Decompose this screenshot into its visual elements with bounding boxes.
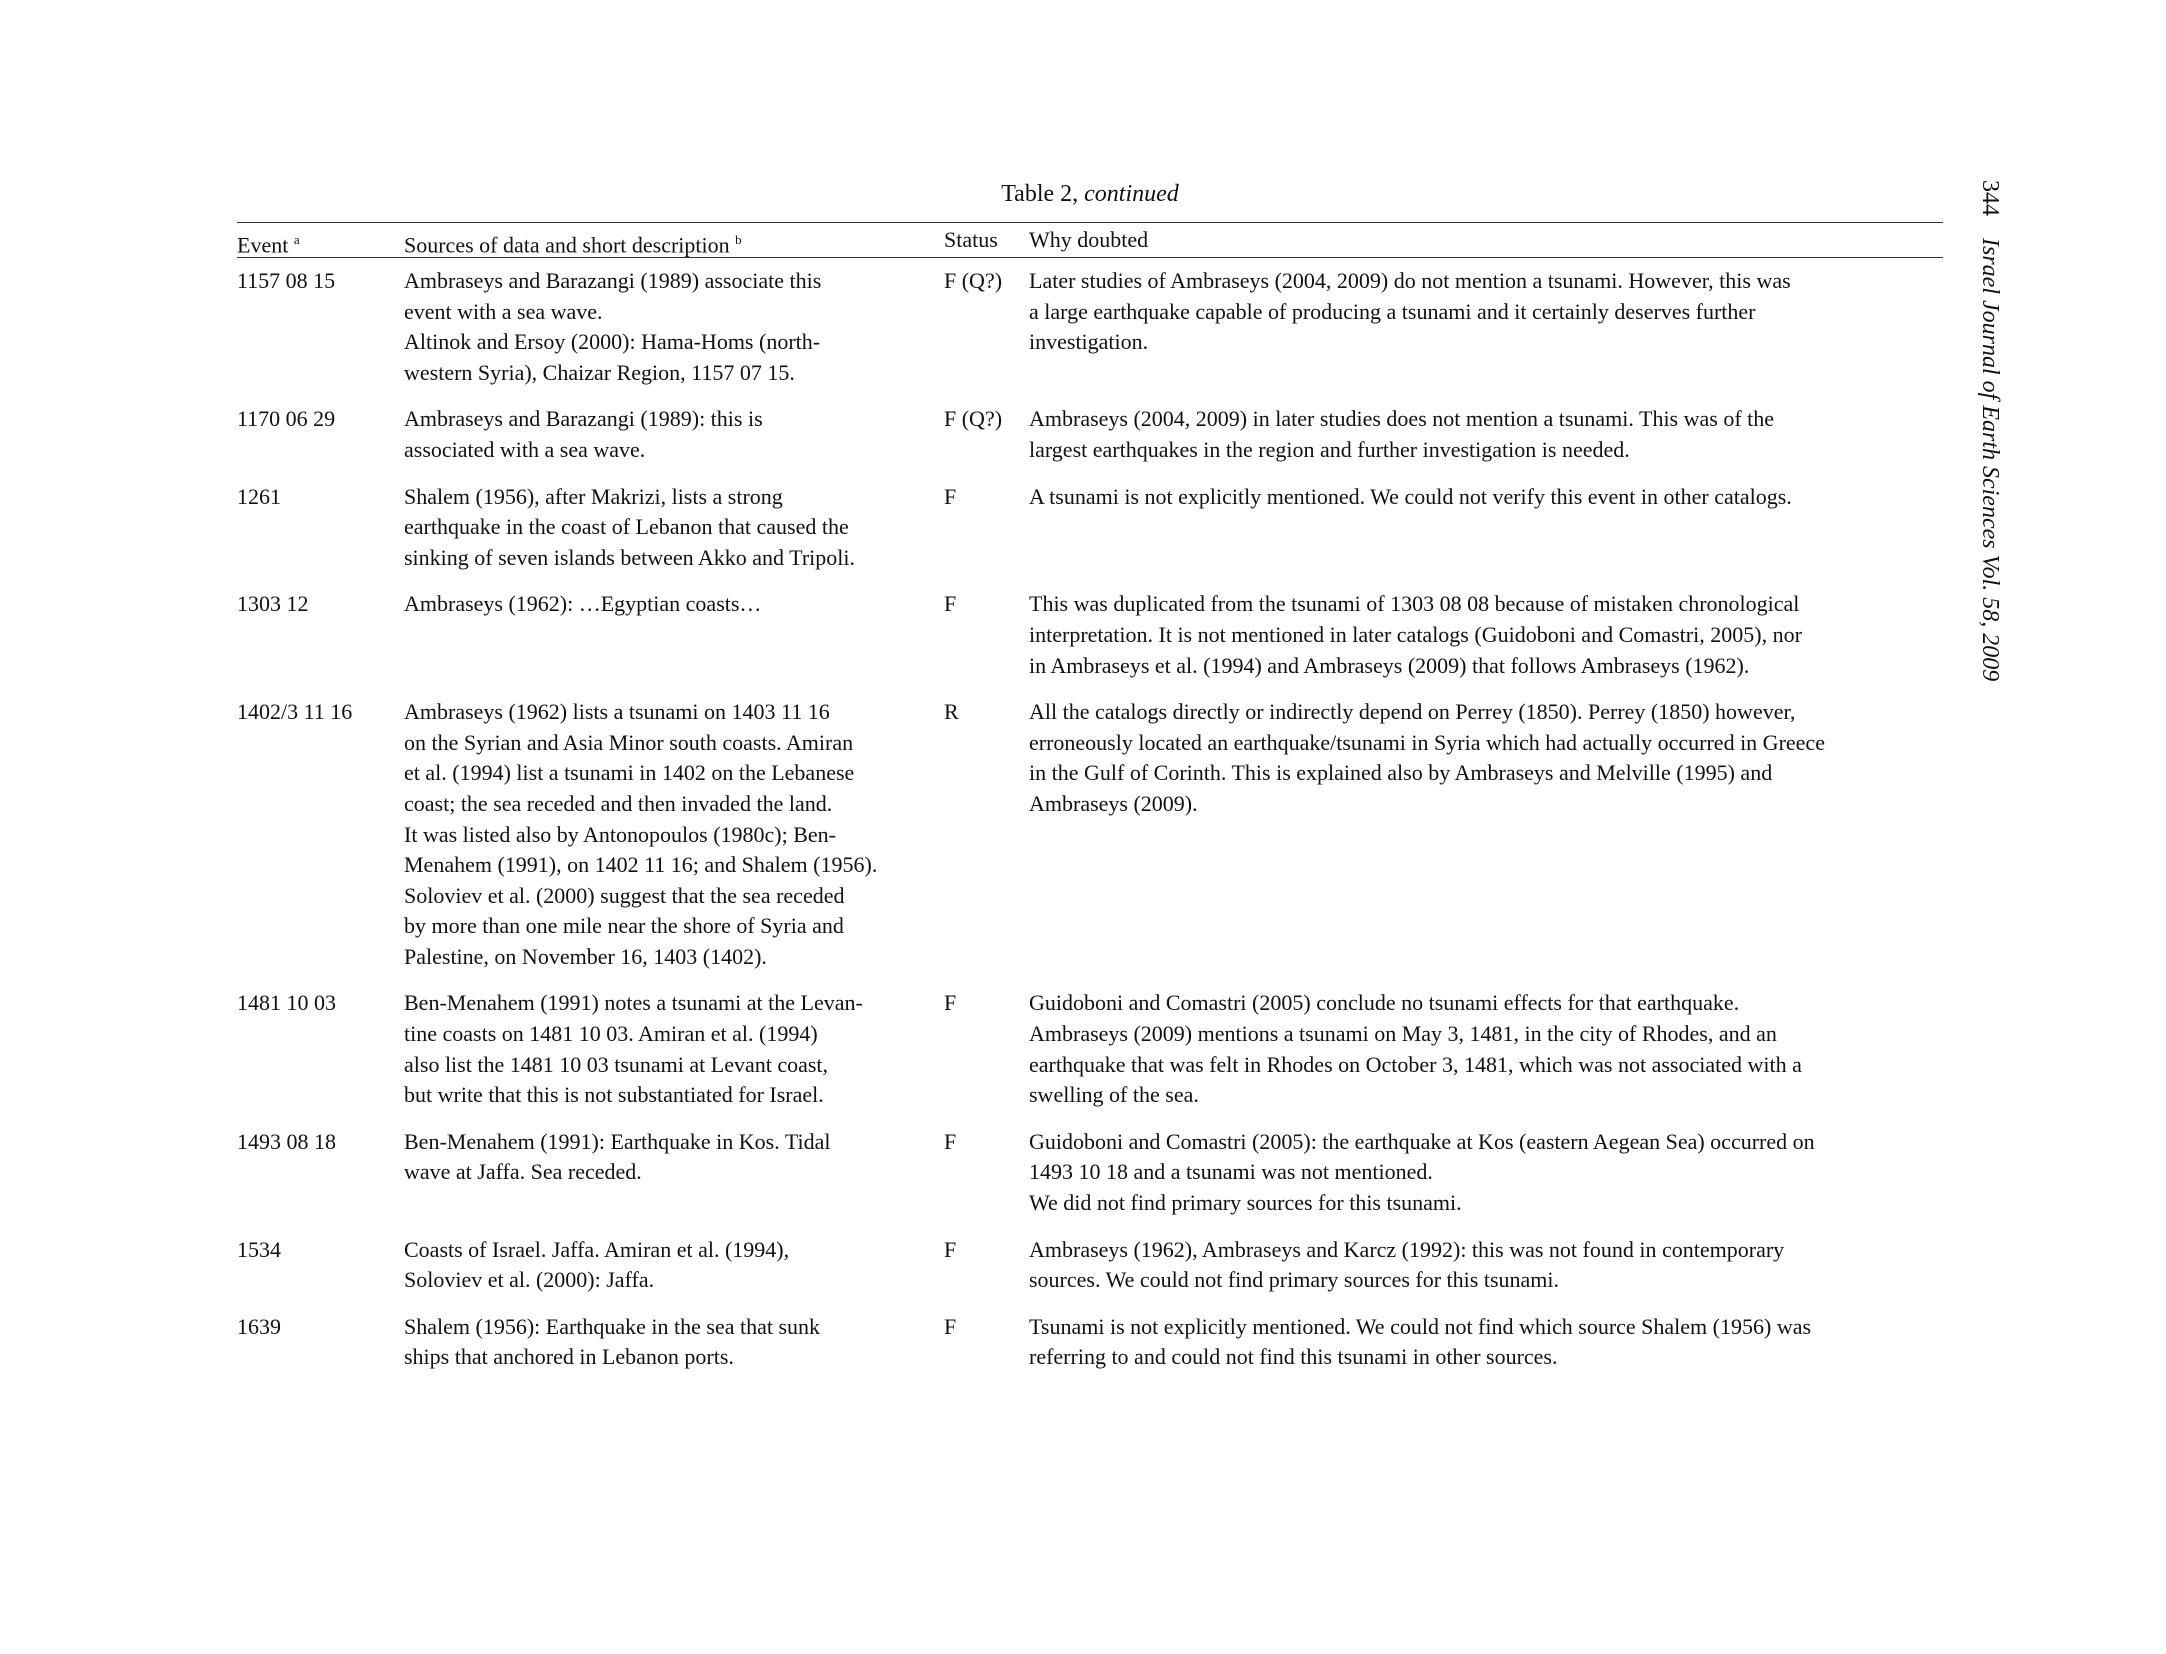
event-cell: 1481 10 03 xyxy=(237,990,336,1016)
why-doubted-cell: Guidoboni and Comastri (2005): the earthquake at Kos (eastern Aegean Sea) occurred on 1493 10 18 and a tsunami was not mentioned. We did not find primary sources for this tsunami. xyxy=(1029,1128,1815,1216)
table-row xyxy=(237,697,1943,972)
journal-title: Israel Journal of Earth Sciences Vol. 58, 2009 xyxy=(1977,238,2003,682)
why-doubted-cell: Later studies of Ambraseys (2004, 2009) do not mention a tsunami. However, this was a large earthquake capable of producing a tsunami and it certainly deserves further investigation. xyxy=(1029,268,1791,355)
table-header-row xyxy=(237,225,1943,258)
why-doubted-cell: Guidoboni and Comastri (2005) conclude no tsunami effects for that earthquake. Ambraseys (2009) mentions a tsunami on May 3, 1481, in the city of Rhodes, and an earthquake that was felt in Rhodes on October 3, 1481, which was not associated with a swelling of the sea. xyxy=(1029,990,1802,1108)
table-row xyxy=(237,988,1943,1110)
header-status: Status xyxy=(944,227,998,252)
sources-cell: Ambraseys and Barazangi (1989): this is associated with a sea wave. xyxy=(404,406,763,462)
page-number: 344 xyxy=(1977,180,2003,216)
sources-cell: Ambraseys (1962) lists a tsunami on 1403 11 16 on the Syrian and Asia Minor south coasts. Amiran et al. (1994) list a tsunami in 1402 on the Lebanese coast; the sea receded and then invaded the land. It was listed also by Antonopoulos (1980c); Ben- Menahem (1991), on 1402 11 16; and Shalem (1956). Soloviev et al. (2000) suggest that the sea receded by more than one mile near the shore of Syria and Palestine, on November 16, 1403 (1402). xyxy=(404,699,878,969)
table-row xyxy=(237,1235,1943,1296)
status-cell: R xyxy=(944,699,959,725)
header-event xyxy=(237,225,300,260)
sources-cell: Shalem (1956), after Makrizi, lists a strong earthquake in the coast of Lebanon that caused the sinking of seven islands between Akko and Tripoli. xyxy=(404,483,855,570)
header-sources-label: Sources of data and short description xyxy=(404,232,730,258)
running-head xyxy=(1970,180,2010,720)
status-cell: F (Q?) xyxy=(944,406,1003,432)
status-cell: F xyxy=(944,1128,957,1154)
event-cell: 1170 06 29 xyxy=(237,406,336,432)
header-why-doubted: Why doubted xyxy=(1029,227,1149,252)
caption-label: Table 2, xyxy=(1001,181,1085,207)
sources-cell: Ambraseys (1962): …Egyptian coasts… xyxy=(404,591,762,617)
table-header-rule xyxy=(237,257,1943,258)
why-doubted-cell: All the catalogs directly or indirectly depend on Perrey (1850). Perrey (1850) however, erroneously located an earthquake/tsunami in Syria which had actually occurred in Greece in the Gulf of Corinth. This is explained also by Ambraseys and Melville (1995) and Ambraseys (2009). xyxy=(1029,699,1825,816)
caption-continued: continued xyxy=(1084,181,1179,207)
header-event-label: Event xyxy=(237,232,289,258)
sources-cell: Ben-Menahem (1991) notes a tsunami at the Levan- tine coasts on 1481 10 03. Amiran et al. (1994) also list the 1481 10 03 tsunami at Levant coast, but write that this is not substantiated for Israel. xyxy=(404,990,863,1108)
event-cell: 1493 08 18 xyxy=(237,1128,336,1154)
table-body xyxy=(237,266,1943,1389)
event-cell: 1303 12 xyxy=(237,591,309,617)
table-row xyxy=(237,482,1943,574)
sources-cell: Shalem (1956): Earthquake in the sea that sunk ships that anchored in Lebanon ports. xyxy=(404,1313,821,1370)
event-cell: 1261 xyxy=(237,483,281,509)
table-row xyxy=(237,404,1943,465)
table-caption xyxy=(237,178,1943,210)
table-top-rule xyxy=(237,222,1943,223)
status-cell: F xyxy=(944,483,957,509)
event-cell: 1402/3 11 16 xyxy=(237,699,353,725)
status-cell: F xyxy=(944,1236,957,1262)
why-doubted-cell: This was duplicated from the tsunami of 1303 08 08 because of mistaken chronological interpretation. It is not mentioned in later catalogs (Guidoboni and Comastri, 2005), nor in Ambraseys et al. (1994) and Ambraseys (2009) that follows Ambraseys (1962). xyxy=(1029,591,1802,678)
table-row xyxy=(237,589,1943,681)
sources-cell: Coasts of Israel. Jaffa. Amiran et al. (1994), Soloviev et al. (2000): Jaffa. xyxy=(404,1236,790,1293)
status-cell: F xyxy=(944,990,957,1016)
header-sources xyxy=(404,225,742,260)
table-row xyxy=(237,1312,1943,1373)
why-doubted-cell: A tsunami is not explicitly mentioned. We could not verify this event in other catalogs. xyxy=(1029,483,1792,509)
status-cell: F xyxy=(944,591,957,617)
sources-cell: Ambraseys and Barazangi (1989) associate this event with a sea wave. Altinok and Ersoy (2000): Hama-Homs (north- western Syria), Chaizar Region, 1157 07 15. xyxy=(404,268,822,385)
status-cell: F (Q?) xyxy=(944,268,1003,293)
event-cell: 1639 xyxy=(237,1313,281,1339)
event-cell: 1534 xyxy=(237,1236,281,1262)
status-cell: F xyxy=(944,1313,957,1339)
sources-cell: Ben-Menahem (1991): Earthquake in Kos. Tidal wave at Jaffa. Sea receded. xyxy=(404,1128,831,1185)
why-doubted-cell: Ambraseys (1962), Ambraseys and Karcz (1992): this was not found in contemporary sources. We could not find primary sources for this tsunami. xyxy=(1029,1236,1785,1293)
why-doubted-cell: Tsunami is not explicitly mentioned. We could not find which source Shalem (1956) was referring to and could not find this tsunami in other sources. xyxy=(1029,1313,1812,1370)
header-event-footnote: a xyxy=(293,232,300,247)
table-row xyxy=(237,1127,1943,1219)
event-cell: 1157 08 15 xyxy=(237,268,336,293)
header-sources-footnote: b xyxy=(735,232,742,247)
table-row xyxy=(237,266,1943,388)
why-doubted-cell: Ambraseys (2004, 2009) in later studies does not mention a tsunami. This was of the largest earthquakes in the region and further investigation is needed. xyxy=(1029,406,1775,462)
